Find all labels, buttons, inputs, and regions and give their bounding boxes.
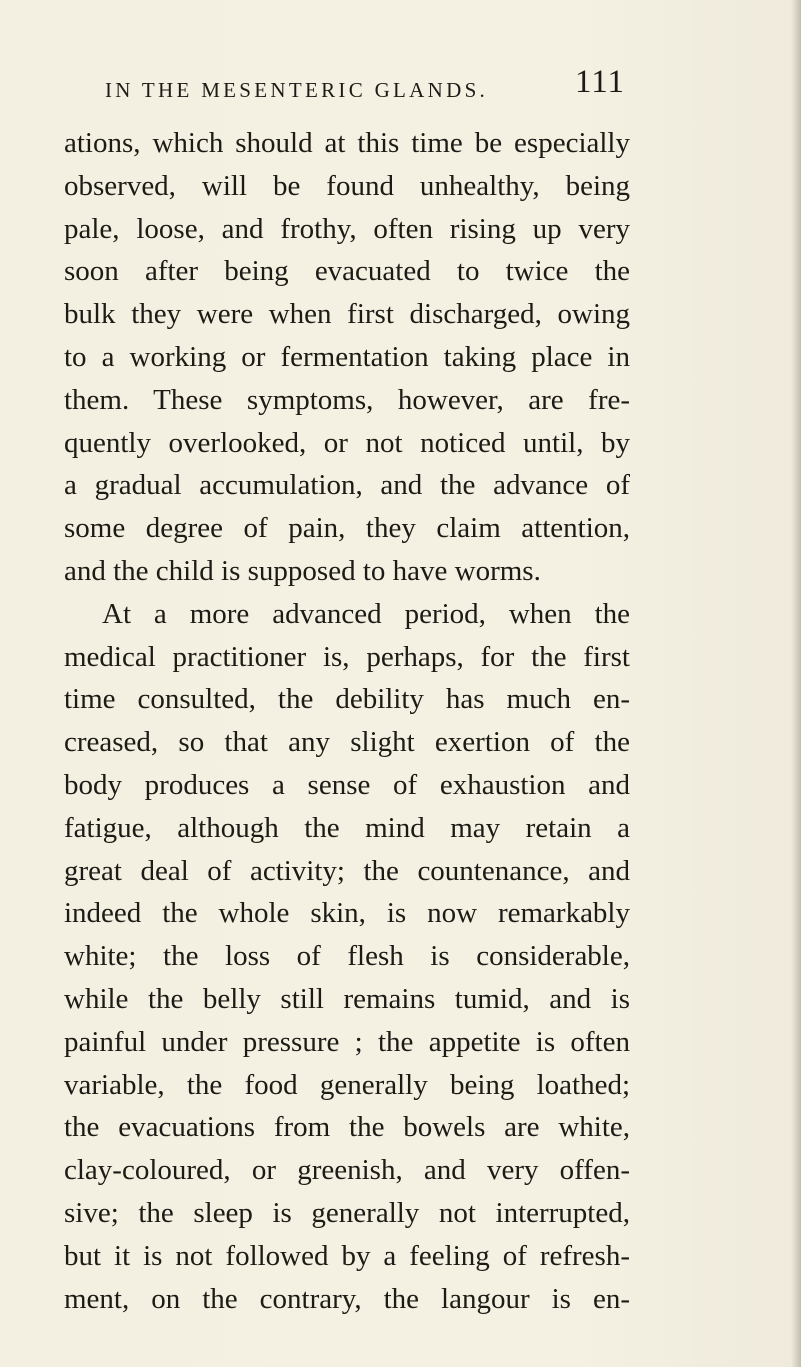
text-line: them. These symptoms, however, are fre- xyxy=(64,383,630,416)
text-line: painful under pressure ; the appetite is often xyxy=(64,1025,630,1058)
text-line: sive; the sleep is generally not interrupted, xyxy=(64,1196,630,1229)
text-line: pale, loose, and frothy, often rising up very xyxy=(64,212,630,245)
paragraph-start-line: At a more advanced period, when the xyxy=(102,597,630,630)
text-line: but it is not followed by a feeling of refresh- xyxy=(64,1239,630,1272)
page-edge-shadow xyxy=(791,0,801,1367)
text-line: white; the loss of flesh is considerable, xyxy=(64,940,630,973)
text-line: body produces a sense of exhaustion and xyxy=(64,768,630,801)
text-line: variable, the food generally being loathed; xyxy=(64,1068,630,1101)
text-line: ment, on the contrary, the langour is en- xyxy=(64,1282,630,1315)
text-line: creased, so that any slight exertion of the xyxy=(64,726,630,759)
text-line: quently overlooked, or not noticed until, by xyxy=(64,426,630,459)
text-line: clay-coloured, or greenish, and very offen- xyxy=(64,1154,630,1187)
text-line: medical practitioner is, perhaps, for the first xyxy=(64,640,630,673)
paragraph-end-line: and the child is supposed to have worms. xyxy=(64,554,541,587)
text-line: a gradual accumulation, and the advance of xyxy=(64,469,630,502)
text-line: fatigue, although the mind may retain a xyxy=(64,811,630,844)
text-line: some degree of pain, they claim attention, xyxy=(64,512,630,545)
text-line: while the belly still remains tumid, and is xyxy=(64,982,630,1015)
text-line: soon after being evacuated to twice the xyxy=(64,255,630,288)
text-line: bulk they were when first discharged, owing xyxy=(64,298,630,331)
text-line: observed, will be found unhealthy, being xyxy=(64,169,630,202)
page-number: 111 xyxy=(574,64,625,100)
text-line: the evacuations from the bowels are white, xyxy=(64,1111,630,1144)
running-head xyxy=(105,64,625,108)
body-text xyxy=(64,122,630,1320)
text-line: ations, which should at this time be especially xyxy=(64,127,630,159)
text-line: indeed the whole skin, is now remarkably xyxy=(64,897,630,930)
running-title: IN THE MESENTERIC GLANDS. xyxy=(105,78,489,102)
text-line: to a working or fermentation taking place in xyxy=(64,340,630,373)
text-line: great deal of activity; the countenance, and xyxy=(64,854,630,887)
text-line: time consulted, the debility has much en- xyxy=(64,683,630,716)
